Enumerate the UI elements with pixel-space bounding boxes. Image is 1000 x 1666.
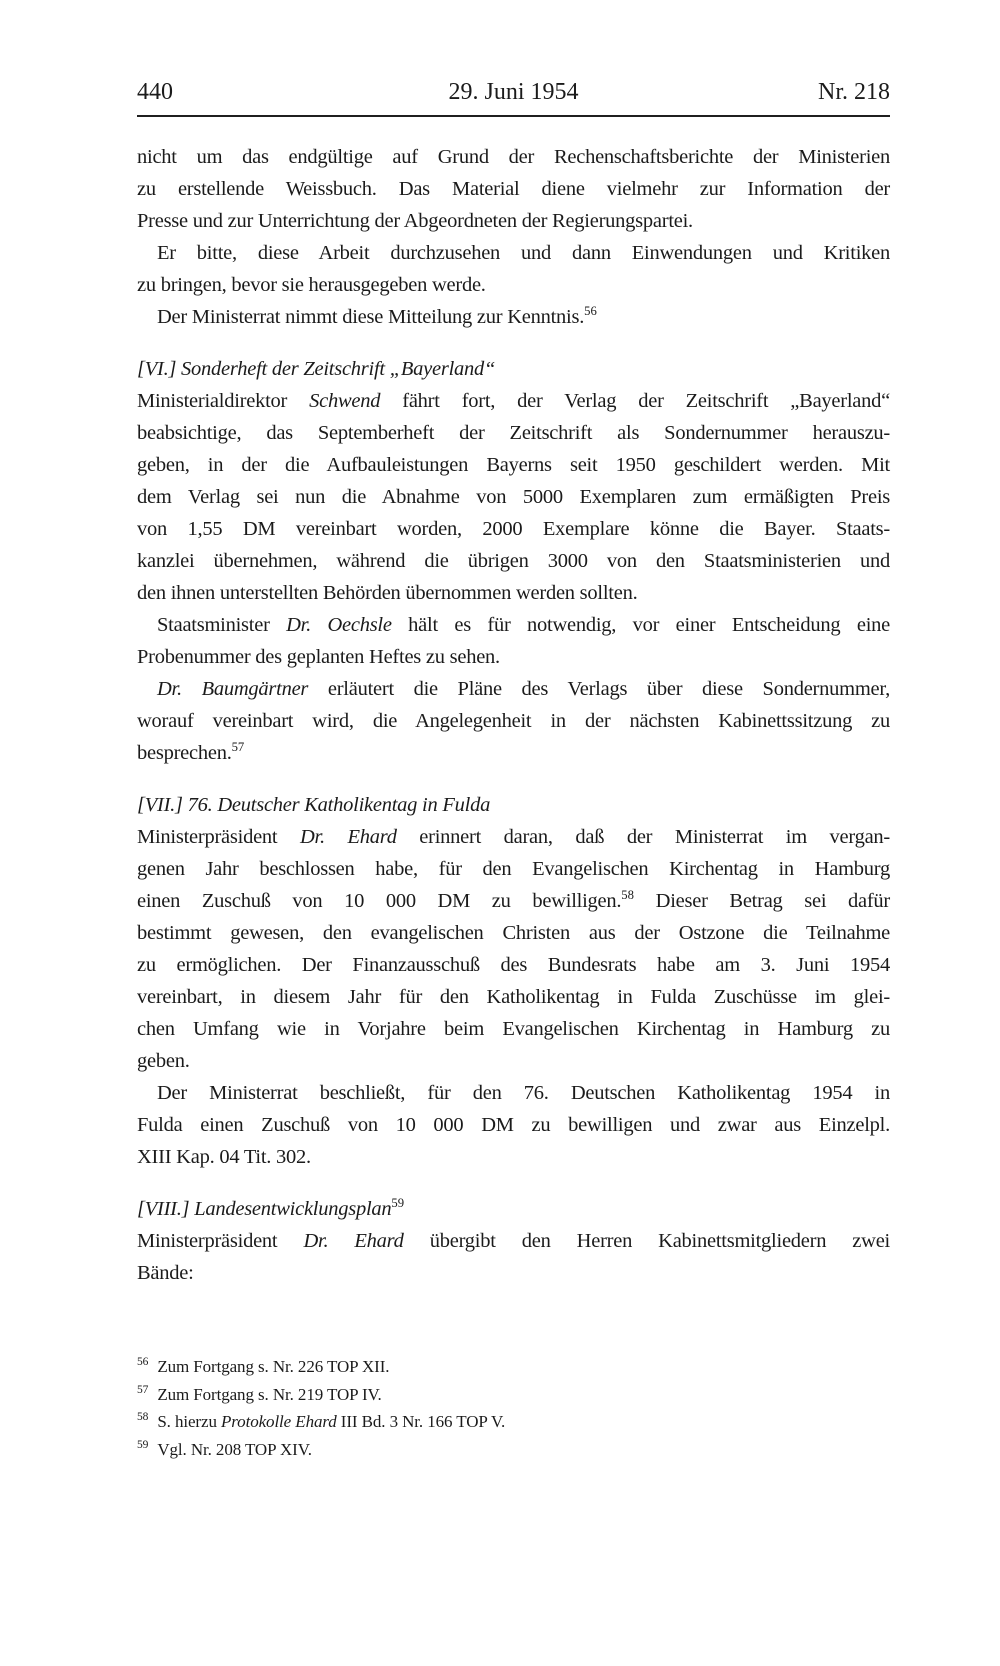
section-heading: [137, 353, 890, 385]
text-line: [137, 1013, 890, 1045]
text-segment: Dr. Ehard: [303, 1230, 404, 1252]
text-segment: chen Umfang wie in Vorjahre beim Evangelischen Kirchentag in Hamburg zu: [137, 1018, 890, 1040]
text-segment: [VI.] Sonderheft der Zeitschrift „Bayerland“: [137, 358, 496, 380]
text-segment: worauf vereinbart wird, die Angelegenheit in der nächsten Kabinettssitzung zu: [137, 710, 890, 732]
text-segment: Vgl. Nr. 208 TOP XIV.: [157, 1439, 312, 1459]
page-content: [137, 78, 890, 1463]
text-line: [137, 949, 890, 981]
text-segment: zu ermöglichen. Der Finanzausschuß des Bundesrats habe am 3. Juni 1954: [137, 954, 890, 976]
text-line: [137, 513, 890, 545]
text-segment: von 1,55 DM vereinbart worden, 2000 Exemplare könne die Bayer. Staats-: [137, 518, 890, 540]
text-segment: S. hierzu: [157, 1412, 221, 1431]
footnote: [137, 1408, 890, 1436]
text-segment: Fulda einen Zuschuß von 10 000 DM zu bewilligen und zwar aus Einzelpl.: [137, 1114, 890, 1136]
text-line: [137, 301, 890, 333]
text-segment: nicht um das endgültige auf Grund der Rechenschaftsberichte der Ministerien: [137, 146, 890, 168]
text-line: [137, 205, 890, 237]
text-line: [137, 641, 890, 673]
text-segment: XIII Kap. 04 Tit. 302.: [137, 1146, 311, 1168]
text-segment: bestimmt gewesen, den evangelischen Christen aus der Ostzone die Teilnahme: [137, 922, 890, 944]
text-line: [137, 1109, 890, 1141]
text-line: [137, 853, 890, 885]
text-line: [137, 545, 890, 577]
text-line: [137, 1077, 890, 1109]
text-segment: hält es für notwendig, vor einer Entscheidung eine: [391, 614, 891, 636]
text-segment: zu erstellende Weissbuch. Das Material diene vielmehr zur Information der: [137, 178, 890, 200]
text-segment: fährt fort, der Verlag der Zeitschrift „Bayerland“: [380, 390, 890, 412]
paragraph: [137, 237, 890, 301]
text-segment: Schwend: [309, 390, 381, 412]
footnote-number: 57: [137, 1383, 149, 1396]
running-head-date: 29. Juni 1954: [448, 79, 579, 105]
text-segment: erläutert die Pläne des Verlags über diese Sondernummer,: [308, 678, 890, 700]
footnote-ref: 59: [391, 1196, 405, 1211]
footnote-ref: 57: [231, 740, 245, 755]
paragraph: [137, 673, 890, 769]
text-segment: III Bd. 3 Nr. 166 TOP V.: [336, 1412, 506, 1431]
text-line: [137, 577, 890, 609]
footnote-ref: 56: [584, 304, 597, 319]
text-segment: Dr. Baumgärtner: [157, 678, 309, 700]
text-line: [137, 237, 890, 269]
text-line: [137, 789, 890, 821]
text-line: [137, 1257, 890, 1289]
text-line: [137, 609, 890, 641]
text-line: [137, 1225, 890, 1257]
footnote-number: 58: [137, 1411, 149, 1424]
text-segment: Protokolle Ehard: [221, 1412, 337, 1431]
footnote-number: 56: [137, 1356, 149, 1369]
paragraph: [137, 385, 890, 609]
text-segment: Dr. Ehard: [299, 826, 397, 848]
text-line: [137, 737, 890, 769]
running-head: [137, 78, 890, 117]
text-line: [137, 449, 890, 481]
text-line: [137, 173, 890, 205]
text-line: [137, 385, 890, 417]
text-line: [137, 353, 890, 385]
text-segment: dem Verlag sei nun die Abnahme von 5000 Exemplaren zum ermäßigten Preis: [137, 486, 890, 508]
text-segment: zu bringen, bevor sie herausgegeben werde.: [137, 274, 486, 296]
footnote-number: 59: [137, 1438, 149, 1451]
text-line: [137, 981, 890, 1013]
paragraph: [137, 821, 890, 1077]
text-line: [137, 673, 890, 705]
text-segment: den ihnen unterstellten Behörden übernommen werden sollten.: [137, 582, 638, 604]
text-segment: Der Ministerrat beschließt, für den 76. Deutschen Katholikentag 1954 in: [157, 1082, 890, 1104]
section-heading: [137, 789, 890, 821]
text-segment: Ministerialdirektor: [137, 390, 310, 412]
page-number: 440: [137, 79, 173, 105]
text-segment: kanzlei übernehmen, während die übrigen 3000 von den Staatsministerien und: [137, 550, 890, 572]
running-head-issue: Nr. 218: [818, 79, 890, 105]
text-segment: übergibt den Herren Kabinettsmitgliedern zwei: [403, 1230, 890, 1252]
text-segment: erinnert daran, daß der Ministerrat im vergan-: [396, 826, 890, 848]
text-segment: Dr. Oechsle: [286, 614, 392, 636]
text-line: [137, 705, 890, 737]
text-segment: Staatsminister: [157, 614, 287, 636]
text-line: [137, 885, 890, 917]
text-segment: Probenummer des geplanten Heftes zu sehen.: [137, 646, 500, 668]
text-segment: geben, in der die Aufbauleistungen Bayerns seit 1950 geschildert werden. Mit: [137, 454, 890, 476]
footnote-ref: 58: [621, 888, 634, 903]
footnote: [137, 1436, 890, 1464]
text-segment: Der Ministerrat nimmt diese Mitteilung zur Kenntnis.: [157, 306, 585, 328]
text-segment: beabsichtige, das Septemberheft der Zeitschrift als Sondernummer herauszu-: [137, 422, 890, 444]
footnotes: [137, 1353, 890, 1463]
text-segment: geben.: [137, 1050, 190, 1072]
text-line: [137, 481, 890, 513]
text-line: [137, 417, 890, 449]
text-segment: einen Zuschuß von 10 000 DM zu bewilligen.: [137, 890, 622, 912]
text-segment: Zum Fortgang s. Nr. 226 TOP XII.: [157, 1357, 390, 1376]
text-segment: [VIII.] Landesentwicklungsplan: [137, 1198, 392, 1220]
section-heading: [137, 1193, 890, 1225]
text-segment: Ministerpräsident: [137, 1230, 304, 1252]
paragraph: [137, 301, 890, 333]
footnote: [137, 1381, 890, 1409]
text-segment: Zum Fortgang s. Nr. 219 TOP IV.: [157, 1384, 382, 1404]
text-segment: Bände:: [137, 1262, 194, 1284]
body-text: [137, 141, 890, 1289]
text-segment: [VII.] 76. Deutscher Katholikentag in Fulda: [137, 794, 491, 816]
text-line: [137, 141, 890, 173]
text-segment: besprechen.: [137, 742, 232, 764]
text-line: [137, 821, 890, 853]
text-segment: Ministerpräsident: [137, 826, 300, 848]
text-line: [137, 1193, 890, 1225]
text-line: [137, 269, 890, 301]
text-line: [137, 1141, 890, 1173]
text-segment: vereinbart, in diesem Jahr für den Katholikentag in Fulda Zuschüsse im glei-: [137, 986, 890, 1008]
paragraph: [137, 141, 890, 237]
paragraph: [137, 1225, 890, 1289]
text-segment: Presse und zur Unterrichtung der Abgeordneten der Regierungspartei.: [137, 210, 693, 232]
paragraph: [137, 609, 890, 673]
text-line: [137, 1045, 890, 1077]
text-segment: Er bitte, diese Arbeit durchzusehen und dann Einwendungen und Kritiken: [157, 242, 890, 264]
text-segment: Dieser Betrag sei dafür: [633, 890, 890, 912]
text-line: [137, 917, 890, 949]
text-segment: genen Jahr beschlossen habe, für den Evangelischen Kirchentag in Hamburg: [137, 858, 890, 880]
paragraph: [137, 1077, 890, 1173]
footnote: [137, 1353, 890, 1381]
